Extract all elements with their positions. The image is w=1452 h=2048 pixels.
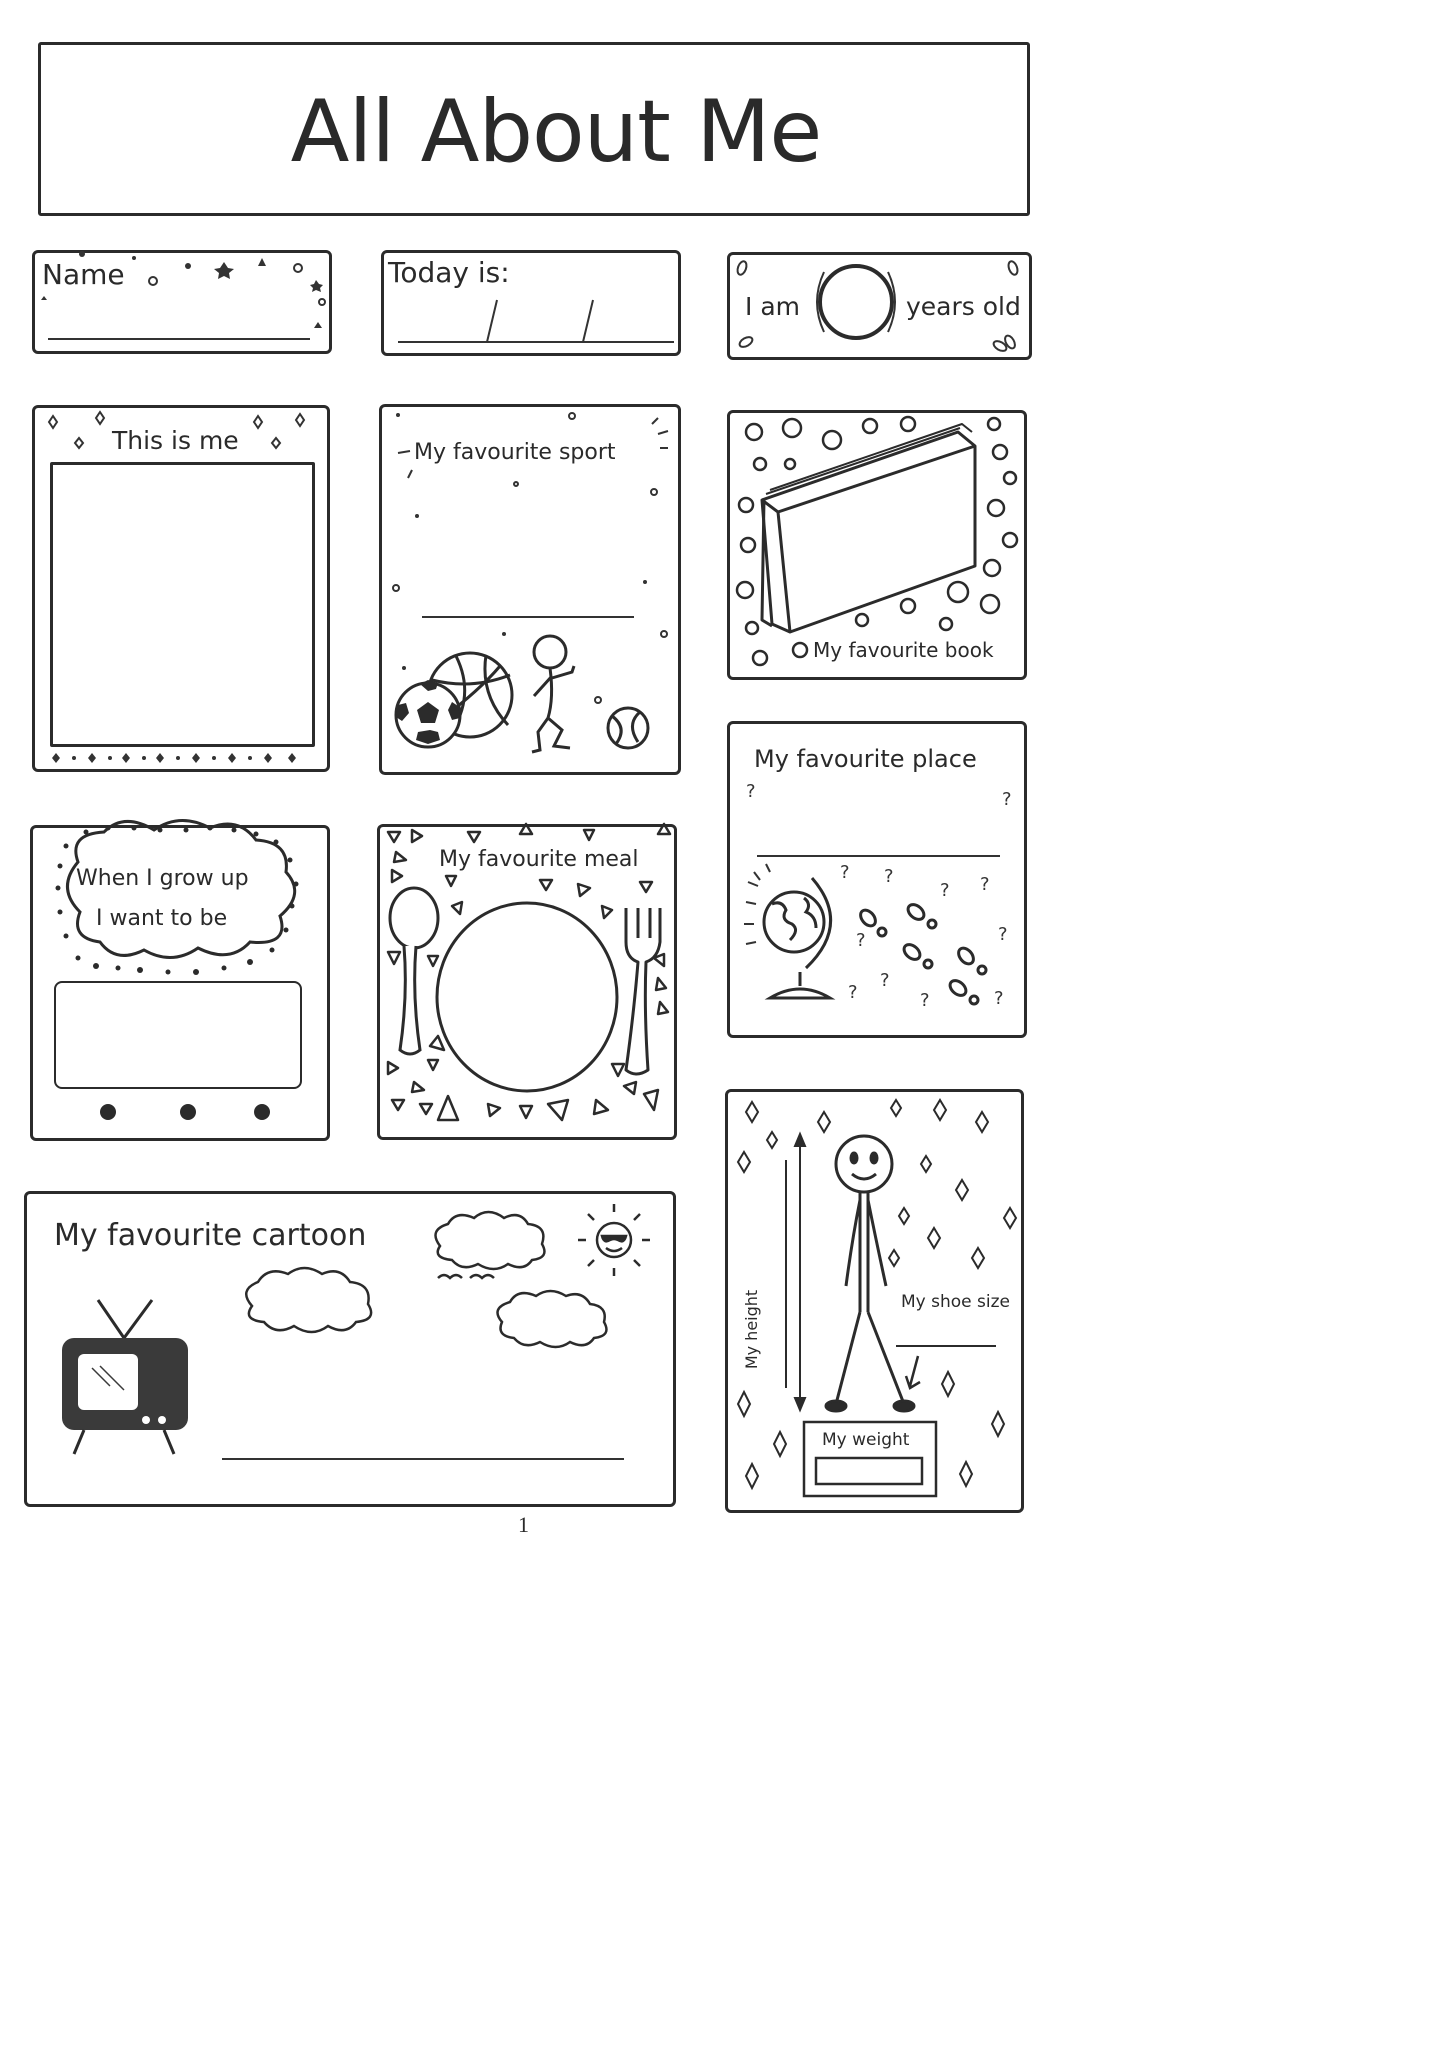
smiley-figure-icon — [826, 1136, 914, 1411]
height-label: My height — [742, 1289, 762, 1370]
svg-text:?: ? — [1002, 789, 1012, 810]
meal-label: My favourite meal — [439, 847, 639, 872]
svg-text:?: ? — [856, 930, 866, 951]
weight-label: My weight — [822, 1430, 910, 1450]
grow-up-line1: When I grow up — [76, 866, 249, 891]
weight-input-box — [816, 1458, 922, 1484]
svg-text:?: ? — [994, 988, 1004, 1009]
cartoon-label: My favourite cartoon — [54, 1218, 367, 1253]
sport-label: My favourite sport — [414, 440, 616, 465]
svg-text:?: ? — [840, 862, 850, 883]
svg-text:?: ? — [998, 924, 1008, 945]
age-prefix: I am — [745, 292, 800, 321]
this-is-me-label: This is me — [112, 426, 239, 455]
svg-text:?: ? — [884, 866, 894, 887]
svg-text:?: ? — [980, 874, 990, 895]
today-label: Today is: — [388, 256, 510, 289]
svg-text:?: ? — [940, 880, 950, 901]
page-number: 1 — [518, 1512, 529, 1537]
book-label: My favourite book — [813, 638, 994, 662]
name-label: Name — [42, 258, 125, 291]
svg-text:?: ? — [746, 781, 756, 802]
svg-text:?: ? — [920, 990, 930, 1011]
svg-text:?: ? — [880, 970, 890, 991]
page-title: All About Me — [290, 82, 822, 182]
age-suffix: years old — [906, 292, 1021, 321]
svg-text:?: ? — [848, 982, 858, 1003]
place-label: My favourite place — [754, 745, 977, 773]
grow-up-line2: I want to be — [96, 906, 228, 931]
shoe-size-label: My shoe size — [901, 1292, 1010, 1312]
